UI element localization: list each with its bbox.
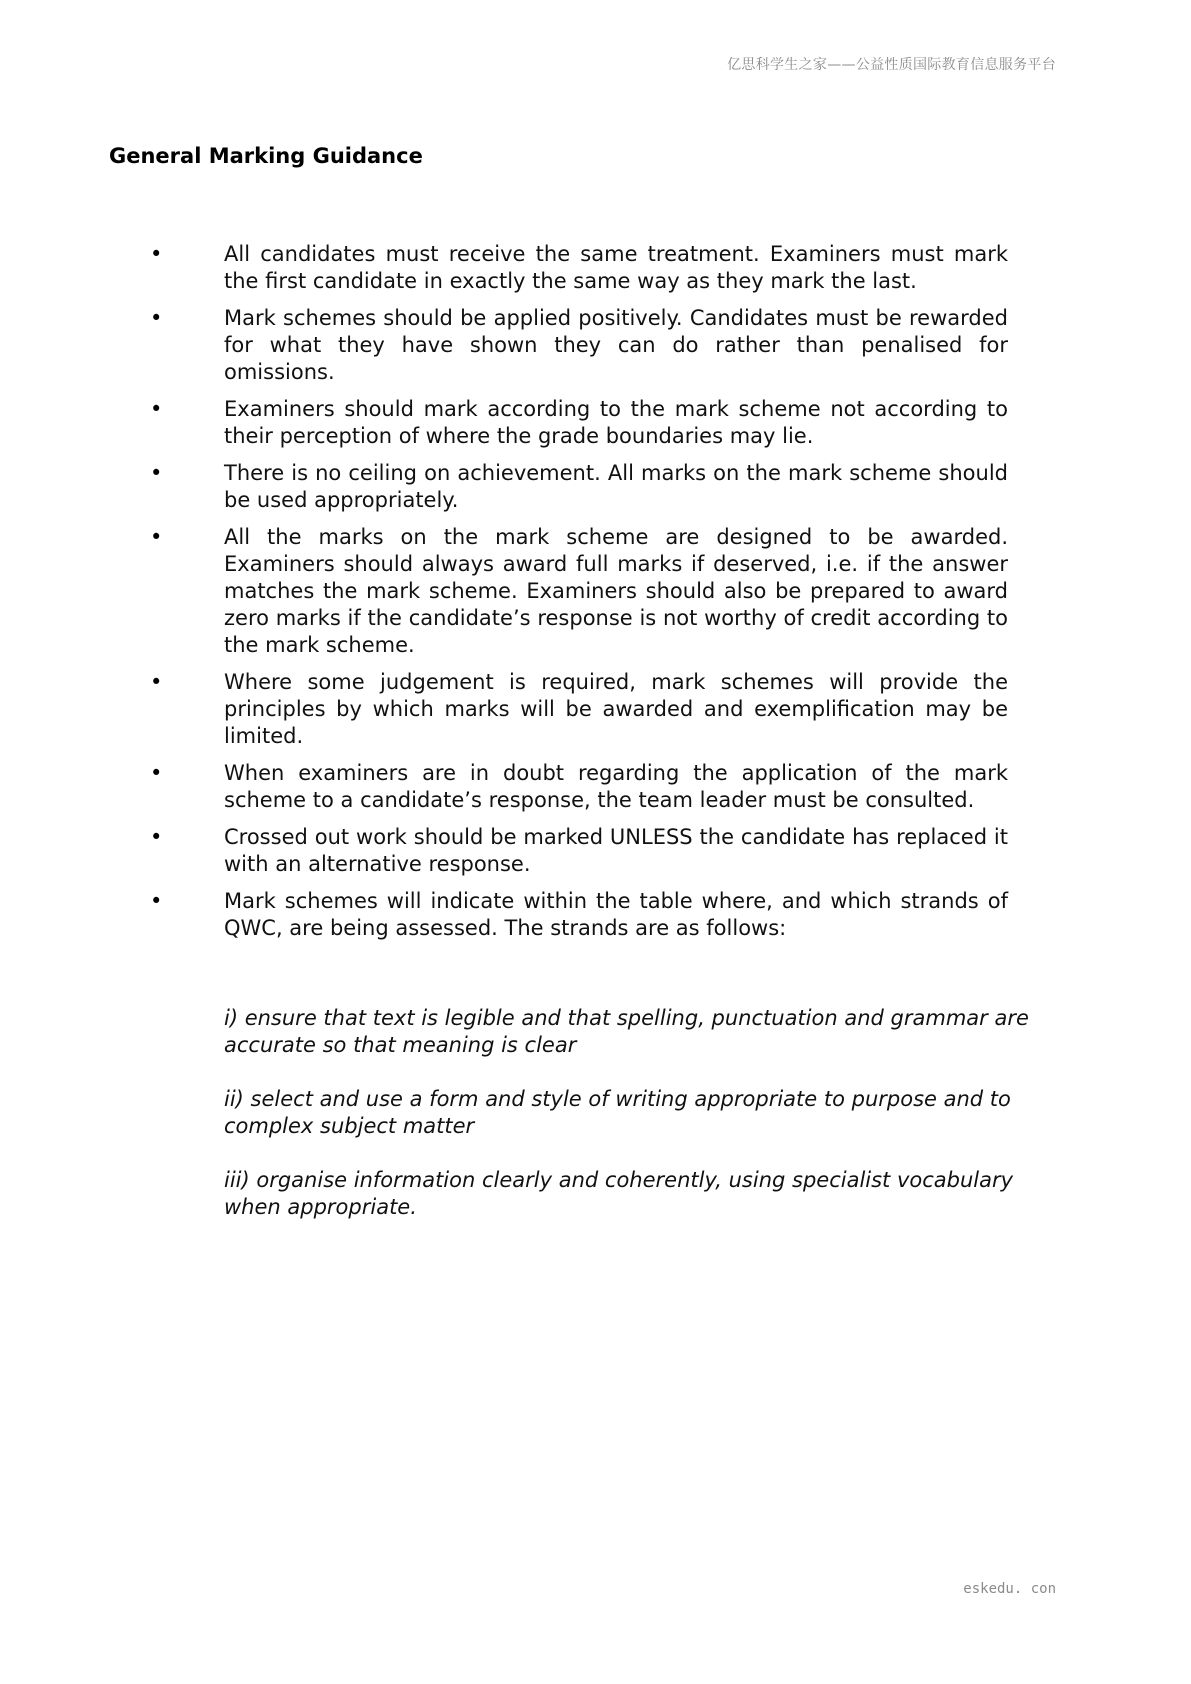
guidance-item-text: Crossed out work should be marked UNLESS the candidate has replaced it with an alternative response. xyxy=(224,825,1008,876)
guidance-item-8 xyxy=(150,824,1008,878)
guidance-item-6 xyxy=(150,669,1008,750)
qwc-strand-1: i) ensure that text is legible and that spelling, punctuation and grammar are accurate so that meaning is clear xyxy=(224,1006,1029,1057)
guidance-list xyxy=(150,241,1008,952)
guidance-item-text: Where some judgement is required, mark schemes will provide the principles by which marks will be awarded and exemplification may be limited. xyxy=(224,670,1008,748)
bullet-icon: • xyxy=(150,397,163,421)
page-header-watermark: 亿思科学生之家——公益性质国际教育信息服务平台 xyxy=(727,57,1056,73)
guidance-item-text: Examiners should mark according to the mark scheme not according to their perception of where the grade boundaries may lie. xyxy=(224,397,1008,448)
guidance-item-text: Mark schemes will indicate within the table where, and which strands of QWC, are being assessed. The strands are as follows: xyxy=(224,889,1008,940)
guidance-item-text: There is no ceiling on achievement. All marks on the mark scheme should be used appropriately. xyxy=(224,461,1008,512)
guidance-item-7 xyxy=(150,760,1008,814)
bullet-icon: • xyxy=(150,761,163,785)
guidance-item-4 xyxy=(150,460,1008,514)
guidance-item-text: All candidates must receive the same treatment. Examiners must mark the first candidate in exactly the same way as they mark the last. xyxy=(224,242,1008,293)
guidance-item-3 xyxy=(150,396,1008,450)
bullet-icon: • xyxy=(150,825,163,849)
guidance-item-text: When examiners are in doubt regarding the application of the mark scheme to a candidate’s response, the team leader must be consulted. xyxy=(224,761,1008,812)
bullet-icon: • xyxy=(150,889,163,913)
guidance-item-5 xyxy=(150,524,1008,659)
guidance-item-text: Mark schemes should be applied positively. Candidates must be rewarded for what they have shown they can do rather than penalised for omissions. xyxy=(224,306,1008,384)
guidance-item-2 xyxy=(150,305,1008,386)
bullet-icon: • xyxy=(150,525,163,549)
bullet-icon: • xyxy=(150,670,163,694)
bullet-icon: • xyxy=(150,461,163,485)
guidance-item-text: All the marks on the mark scheme are designed to be awarded. Examiners should always award full marks if deserved, i.e. if the answer matches the mark scheme. Examiners should also be prepared to award zero marks if the candidate’s response is not worthy of credit according to the mark scheme. xyxy=(224,525,1008,657)
guidance-item-9 xyxy=(150,888,1008,942)
page-title: General Marking Guidance xyxy=(109,144,423,168)
qwc-strand-2: ii) select and use a form and style of writing appropriate to purpose and to complex subject matter xyxy=(224,1087,1011,1138)
bullet-icon: • xyxy=(150,242,163,266)
qwc-strands-list xyxy=(224,1005,1054,1248)
page-footer-watermark: eskedu. con xyxy=(963,1581,1056,1597)
qwc-strand-3: iii) organise information clearly and coherently, using specialist vocabulary when appropriate. xyxy=(224,1168,1014,1219)
guidance-item-1 xyxy=(150,241,1008,295)
bullet-icon: • xyxy=(150,306,163,330)
